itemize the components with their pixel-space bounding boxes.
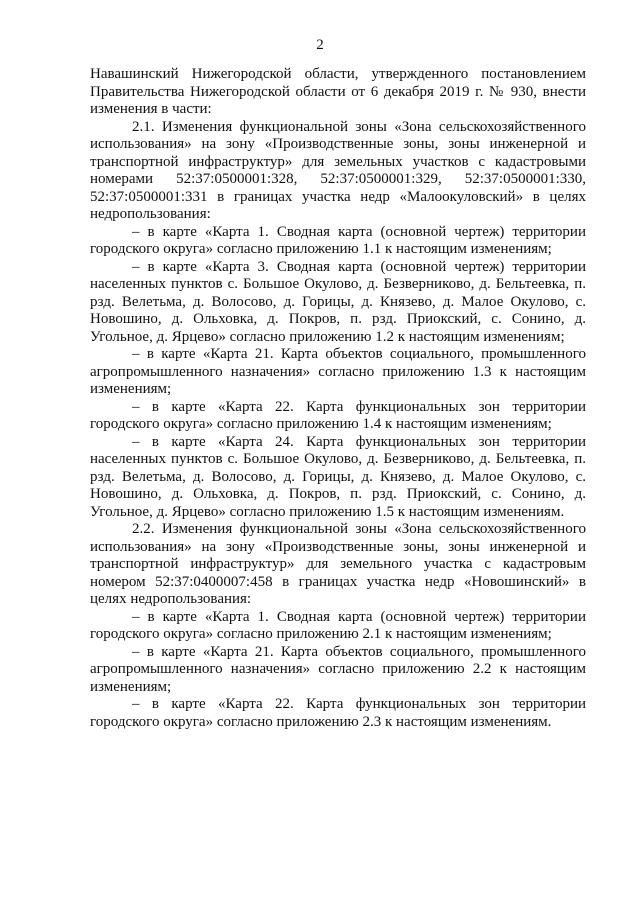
section-2-1-item: – в карте «Карта 22. Карта функциональных зон территории городского округа» согласно приложению 1.4 к настоящим изменениям;: [90, 398, 586, 432]
section-2-1-item: – в карте «Карта 21. Карта объектов социального, промышленного агропромышленного назначения» согласно приложению 1.3 к настоящим изменениям;: [90, 346, 586, 397]
document-body: [90, 66, 586, 731]
section-2-2-item: – в карте «Карта 1. Сводная карта (основной чертеж) территории городского округа» согласно приложению 2.1 к настоящим изменениям;: [90, 608, 586, 642]
section-2-2-item: – в карте «Карта 22. Карта функциональных зон территории городского округа» согласно приложению 2.3 к настоящим изменениям.: [90, 696, 586, 730]
page-number: 2: [316, 37, 324, 53]
section-2-1-item: – в карте «Карта 3. Сводная карта (основной чертеж) территории населенных пунктов с. Большое Окулово, д. Безверниково, д. Бельтеевка, п. рзд. Велетьма, д. Волосово, д. Горицы, д. Князево, д. Малое Окулово, с. Новошино, д. Ольховка, д. Покров, п. рзд. Приокский, с. Сонино, д. Угольное, д. Ярцево» согласно приложению 1.2 к настоящим изменениям;: [90, 258, 586, 345]
section-2-1-heading: 2.1. Изменения функциональной зоны «Зона сельскохозяйственного использования» на зону «Производственные зоны, зоны инженерной и транспортной инфраструктур» для земельных участков с кадастровыми номерами 52:37:0500001:328, 52:37:0500001:329, 52:37:0500001:330, 52:37:0500001:331 в границах участка недр «Малоокуловский» в целях недропользования:: [90, 118, 586, 222]
section-2-2-item: – в карте «Карта 21. Карта объектов социального, промышленного агропромышленного назначения» согласно приложению 2.2 к настоящим изменениям;: [90, 643, 586, 695]
section-2-1-item: – в карте «Карта 1. Сводная карта (основной чертеж) территории городского округа» согласно приложению 1.1 к настоящим изменениям;: [90, 223, 586, 257]
intro-paragraph: Навашинский Нижегородской области, утвержденного постановлением Правительства Нижегородской области от 6 декабря 2019 г. № 930, внести изменения в части:: [90, 66, 586, 117]
section-2-2-heading: 2.2. Изменения функциональной зоны «Зона сельскохозяйственного использования» на зону «Производственные зоны, зоны инженерной и транспортной инфраструктур» для земельного участка с кадастровым номером 52:37:0400007:458 в границах участка недр «Новошинский» в целях недропользования:: [90, 521, 586, 607]
section-2-1-item: – в карте «Карта 24. Карта функциональных зон территории населенных пунктов с. Большое Окулово, д. Безверниково, д. Бельтеевка, п. рзд. Велетьма, д. Волосово, д. Горицы, д. Князево, д. Малое Окулово, с. Новошино, д. Ольховка, д. Покров, п. рзд. Приокский, с. Сонино, д. Угольное, д. Ярцево» согласно приложению 1.5 к настоящим изменениям.: [90, 433, 586, 520]
